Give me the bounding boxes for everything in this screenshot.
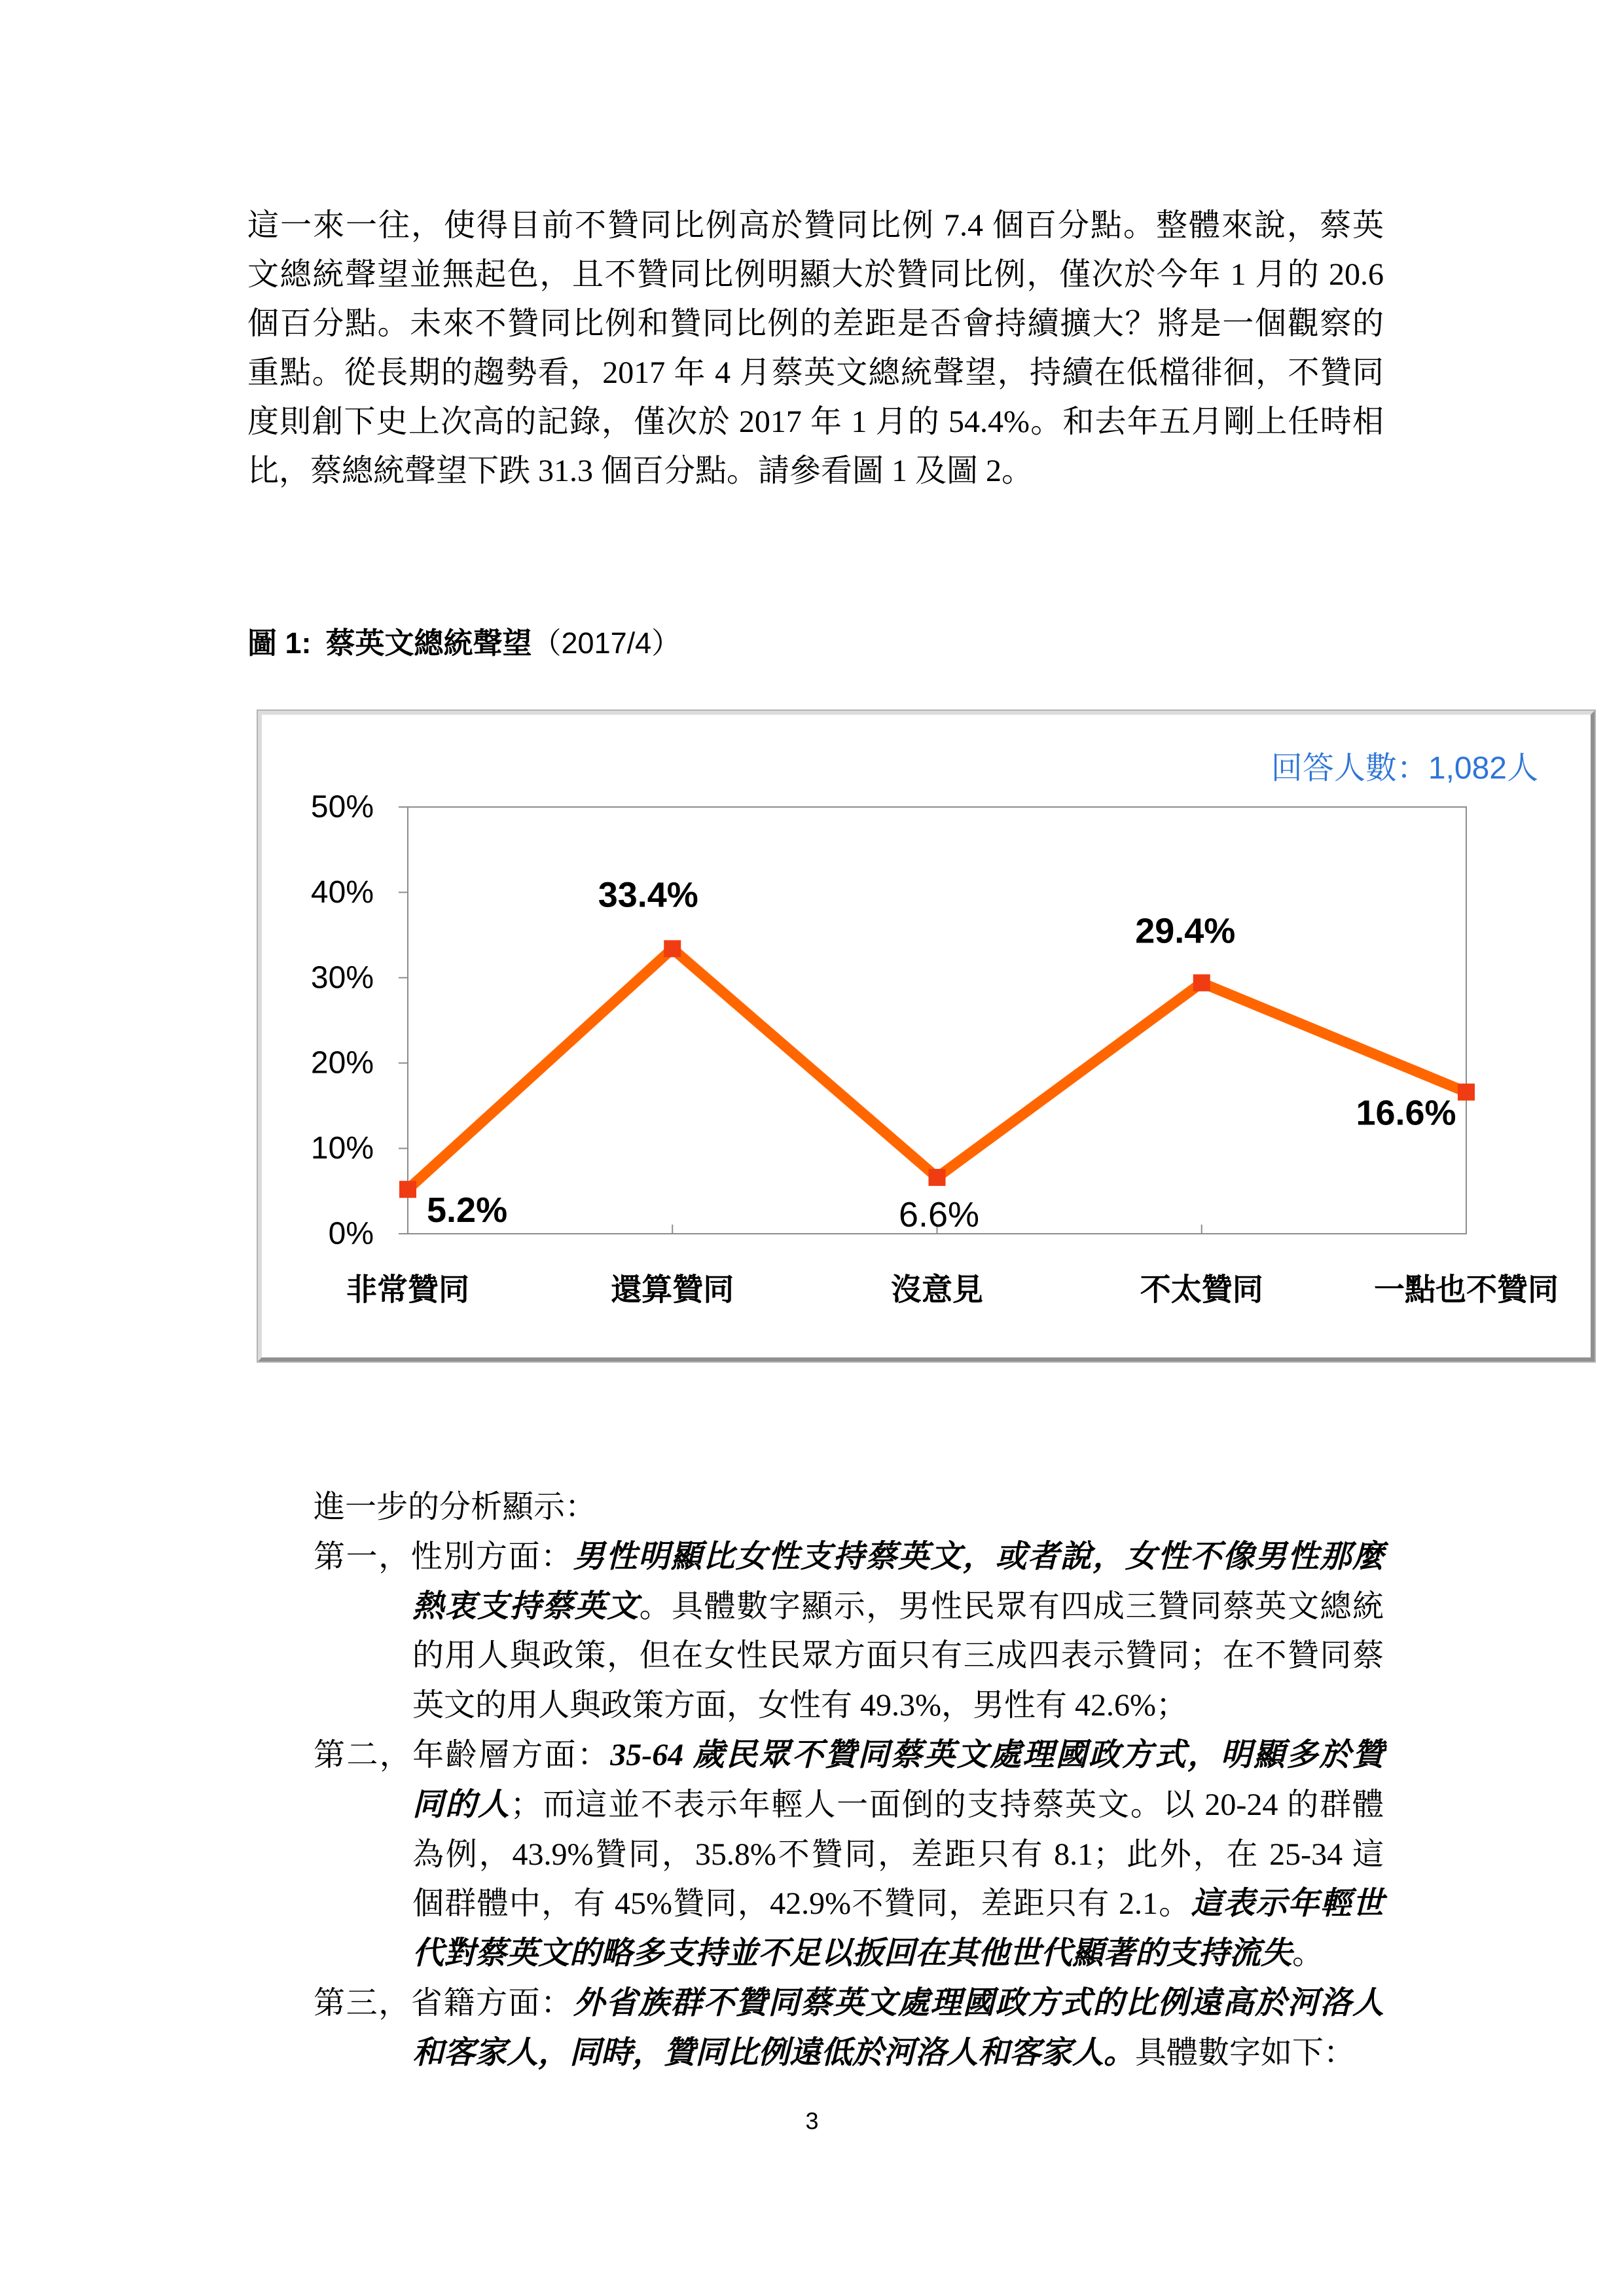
- figure-caption: [247, 624, 681, 663]
- category-label: 不太贊同: [1140, 1272, 1263, 1307]
- body-text: 個群體中，有 45%贊同，42.9%不贊同，差距只有 2.1。: [412, 1886, 1191, 1922]
- emphasis-text: 35-64 歲民眾不贊同蔡英文處理國政方式，明顯多於贊: [610, 1737, 1384, 1772]
- figure-caption-title: 蔡英文總統聲望: [325, 626, 532, 660]
- y-tick-label: 40%: [310, 874, 374, 910]
- y-tick-label: 20%: [310, 1045, 374, 1081]
- data-label: 5.2%: [427, 1191, 508, 1230]
- data-label: 29.4%: [1135, 911, 1236, 951]
- analysis-section: [0, 1482, 1624, 2078]
- analysis-item-age-line: [412, 1879, 1384, 1929]
- emphasis-text: 熱衷支持蔡英文: [412, 1588, 640, 1624]
- body-text: 第二，年齡層方面：: [314, 1737, 611, 1772]
- intro-paragraph-line: 文總統聲望並無起色，且不贊同比例明顯大於贊同比例，僅次於今年 1 月的 20.6: [247, 257, 1384, 292]
- analysis-item-province-line: [412, 2028, 1384, 2078]
- analysis-intro: 進一步的分析顯示：: [314, 1490, 597, 1524]
- intro-paragraph: [247, 201, 1384, 495]
- data-point-marker: [1193, 975, 1210, 992]
- emphasis-text: 男性明顯比女性支持蔡英文，或者說，女性不像男性那麼: [573, 1539, 1384, 1574]
- analysis-item-gender-line: [314, 1532, 1384, 1582]
- figure-caption-date: （2017/4）: [532, 626, 681, 660]
- y-tick-label: 0%: [328, 1216, 374, 1251]
- body-text: 為例，43.9%贊同，35.8%不贊同，差距只有 8.1；此外，在 25-34 這: [412, 1837, 1384, 1872]
- category-label: 一點也不贊同: [1374, 1272, 1559, 1307]
- intro-paragraph-line: 重點。從長期的趨勢看，2017 年 4 月蔡英文總統聲望，持續在低檔徘徊，不贊同: [247, 355, 1384, 390]
- body-text: 。具體數字顯示，男性民眾有四成三贊同蔡英文總統: [639, 1588, 1384, 1624]
- analysis-item-age-line: [412, 1929, 1384, 1979]
- intro-paragraph-line: 比，蔡總統聲望下跌 31.3 個百分點。請參看圖 1 及圖 2。: [247, 454, 1034, 488]
- analysis-item-age-line: [314, 1731, 1384, 1780]
- category-label: 還算贊同: [611, 1272, 734, 1307]
- analysis-item-gender-line: [412, 1631, 1384, 1681]
- data-point-marker: [1458, 1084, 1475, 1101]
- intro-paragraph-line: 這一來一往，使得目前不贊同比例高於贊同比例 7.4 個百分點。整體來說，蔡英: [247, 208, 1384, 243]
- y-tick-label: 10%: [310, 1131, 374, 1166]
- intro-paragraph-line: 個百分點。未來不贊同比例和贊同比例的差距是否會持續擴大？將是一個觀察的: [247, 306, 1384, 341]
- y-tick-label: 50%: [310, 789, 374, 825]
- body-text: 英文的用人與政策方面，女性有 49.3%，男性有 42.6%；: [412, 1688, 1187, 1723]
- analysis-item-age-line: [412, 1780, 1384, 1830]
- body-text: 的用人與政策，但在女性民眾方面只有三成四表示贊同；在不贊同蔡: [412, 1638, 1384, 1674]
- analysis-item-province-line: [314, 1979, 1384, 2028]
- body-text: 第三，省籍方面：: [314, 1985, 573, 2020]
- emphasis-text: 外省族群不贊同蔡英文處理國政方式的比例遠高於河洛人: [573, 1985, 1384, 2020]
- data-point-marker: [929, 1169, 946, 1186]
- body-text: ；而這並不表示年輕人一面倒的支持蔡英文。以 20-24 的群體: [510, 1787, 1384, 1822]
- body-text: 。: [1292, 1936, 1324, 1971]
- data-point-marker: [664, 940, 681, 957]
- analysis-item-gender-line: [412, 1582, 1384, 1632]
- data-label: 33.4%: [598, 875, 698, 915]
- y-tick-label: 30%: [310, 960, 374, 996]
- intro-paragraph-line: 度則創下史上次高的記錄，僅次於 2017 年 1 月的 54.4%。和去年五月剛上任時相: [247, 404, 1384, 439]
- analysis-item-age-line: [412, 1830, 1384, 1880]
- analysis-item-gender-line: [412, 1681, 1384, 1731]
- emphasis-text: 同的人: [412, 1787, 511, 1822]
- respondent-count-annotation: 回答人數：1,082人: [1271, 751, 1538, 786]
- category-label: 非常贊同: [346, 1272, 469, 1307]
- emphasis-text: 代對蔡英文的略多支持並不足以扳回在其他世代顯著的支持流失: [412, 1936, 1293, 1971]
- body-text: 具體數字如下：: [1135, 2035, 1356, 2070]
- body-text: 第一，性別方面：: [314, 1539, 573, 1574]
- approval-line-chart: [258, 711, 1595, 1361]
- emphasis-text: 和客家人，同時，贊同比例遠低於河洛人和客家人。: [412, 2035, 1136, 2070]
- figure-caption-label: 圖 1:: [247, 626, 312, 660]
- category-label: 沒意見: [891, 1272, 983, 1307]
- page-number: 3: [805, 2108, 819, 2134]
- data-point-marker: [399, 1181, 416, 1198]
- data-label: 16.6%: [1356, 1093, 1456, 1133]
- emphasis-text: 這表示年輕世: [1191, 1886, 1384, 1922]
- data-label: 6.6%: [898, 1194, 980, 1234]
